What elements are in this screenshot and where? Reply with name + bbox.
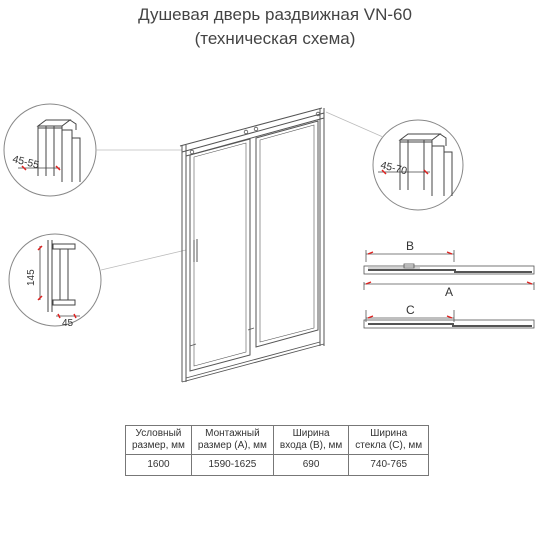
handle-callout <box>9 234 186 329</box>
profile-callout-right <box>326 112 463 210</box>
dim-b-label: B <box>406 239 415 253</box>
header-entrance-width: Ширина входа (В), мм <box>273 426 348 455</box>
header-nominal-size: Условный размер, мм <box>126 426 192 455</box>
page-title: Душевая дверь раздвижная VN-60 <box>138 5 412 24</box>
header-glass-width: Ширина стекла (С), мм <box>349 426 429 455</box>
cell-entrance-width: 690 <box>273 455 348 476</box>
specs-table <box>125 425 429 476</box>
header-mounting-size: Монтажный размер (А), мм <box>191 426 273 455</box>
handle-height-dim: 145 <box>26 269 37 286</box>
top-view-open <box>364 239 534 299</box>
dim-a-label: A <box>445 285 454 299</box>
handle-width-dim: 45 <box>62 318 74 329</box>
cell-nominal-size: 1600 <box>126 455 192 476</box>
profile-callout-left <box>4 104 182 196</box>
top-view-closed <box>364 303 534 328</box>
cell-mounting-size: 1590-1625 <box>191 455 273 476</box>
page-subtitle: (техническая схема) <box>194 29 356 48</box>
specs-header-row <box>126 426 429 455</box>
door-elevation <box>180 108 324 382</box>
dim-c-label: C <box>406 303 415 317</box>
profile-dim-left: 45-55 <box>11 153 41 172</box>
table-row <box>126 455 429 476</box>
cell-glass-width: 740-765 <box>349 455 429 476</box>
profile-dim-right: 45-70 <box>379 159 409 178</box>
